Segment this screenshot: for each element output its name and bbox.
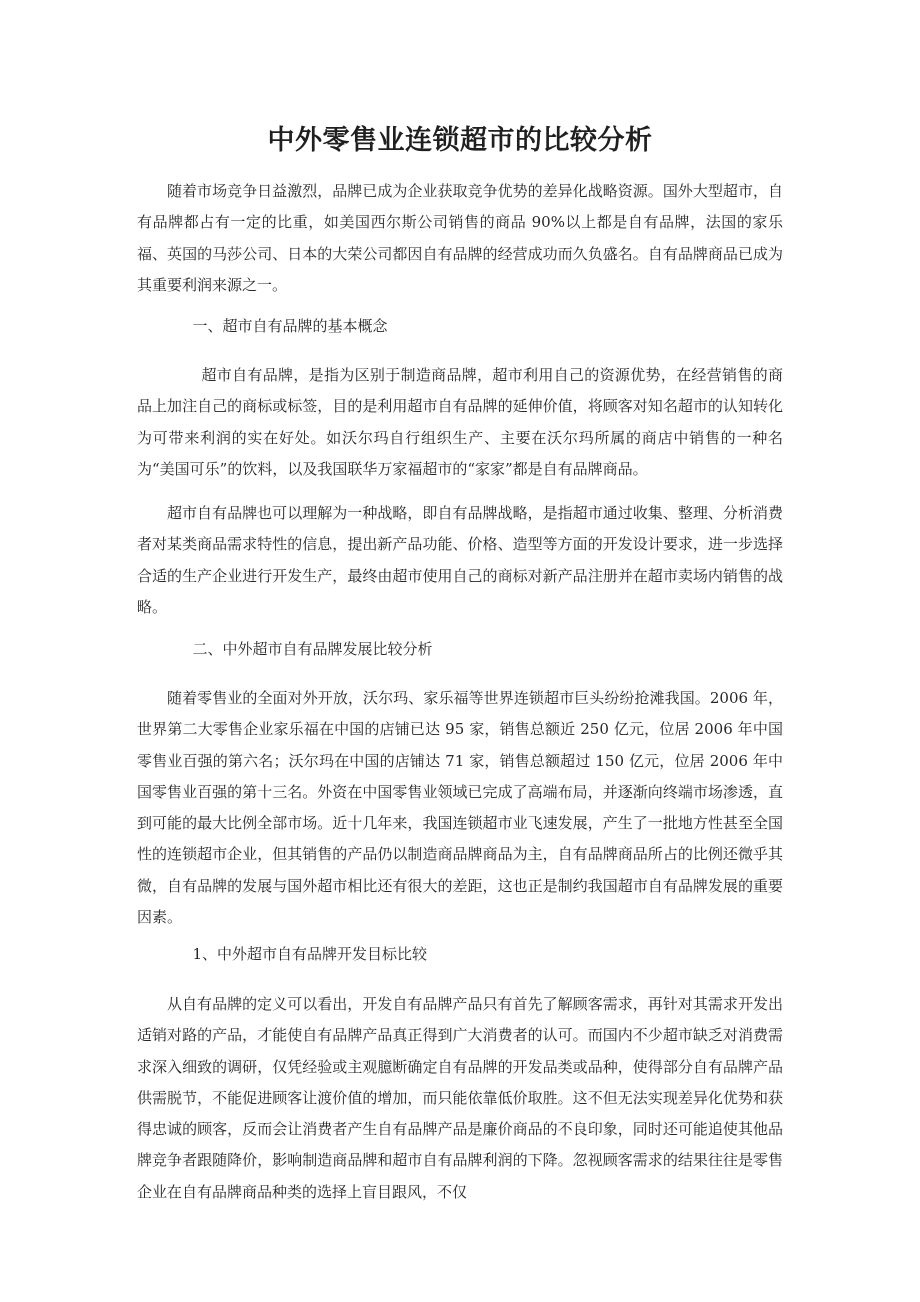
paragraph-strategy: 超市自有品牌也可以理解为一种战略，即自有品牌战略，是指超市通过收集、整理、分析消费者对某类商品需求特性的信息，提出新产品功能、价格、造型等方面的开发设计要求，进一步选择合适的生产企业进行开发生产，最终由超市使用自己的商标对新产品注册并在超市卖场内销售的战略。 <box>137 504 783 616</box>
paragraph-intro: 随着市场竞争日益激烈，品牌已成为企业获取竞争优势的差异化战略资源。国外大型超市，自有品牌都占有一定的比重，如美国西尔斯公司销售的商品 90%以上都是自有品牌，法国的家乐福、英国的马莎公司、日本的大荣公司都因自有品牌的经营成功而久负盛名。自有品牌商品已成为其重要利润来源之一。 <box>137 182 783 294</box>
document-title: 中外零售业连锁超市的比较分析 <box>267 125 653 156</box>
section-heading-comparison: 二、中外超市自有品牌发展比较分析 <box>192 640 433 658</box>
paragraph-concept: 超市自有品牌，是指为区别于制造商品牌，超市利用自己的资源优势，在经营销售的商品上加注自己的商标或标签，目的是利用超市自有品牌的延伸价值，将顾客对知名超市的认知转化为可带来利润的实在好处。如沃尔玛自行组织生产、主要在沃尔玛所属的商店中销售的一种名为“美国可乐”的饮料，以及我国联华万家福超市的“家家”都是自有品牌商品。 <box>137 366 783 478</box>
paragraph-target: 从自有品牌的定义可以看出，开发自有品牌产品只有首先了解顾客需求，再针对其需求开发出适销对路的产品，才能使自有品牌产品真正得到广大消费者的认可。而国内不少超市缺乏对消费需求深入细致的调研，仅凭经验或主观臆断确定自有品牌的开发品类或品种，使得部分自有品牌产品供需脱节，不能促进顾客让渡价值的增加，而只能依靠低价取胜。这不但无法实现差异化优势和获得忠诚的顾客，反而会让消费者产生自有品牌产品是廉价商品的不良印象，同时还可能追使其他品牌竞争者跟随降价，影响制造商品牌和超市自有品牌利润的下降。忽视顾客需求的结果往往是零售企业在自有品牌商品种类的选择上盲目跟风，不仅 <box>137 995 783 1201</box>
section-heading-basic-concept: 一、超市自有品牌的基本概念 <box>192 317 388 335</box>
paragraph-development: 随着零售业的全面对外开放，沃尔玛、家乐福等世界连锁超市巨头纷纷抢滩我国。2006 年，世界第二大零售企业家乐福在中国的店铺已达 95 家，销售总额近 250 亿元，位居 2006 年中国零售业百强的第六名；沃尔玛在中国的店铺达 71 家，销售总额超过 150 亿元，位居 2006 年中国零售业百强的第十三名。外资在中国零售业领域已完成了高端布局，并逐渐向终端市场渗透，直到可能的最大比例全部市场。近十几年来，我国连锁超市业飞速发展，产生了一批地方性甚至全国性的连锁超市企业，但其销售的产品仍以制造商品牌商品为主，自有品牌商品所占的比例还微乎其微，自有品牌的发展与国外超市相比还有很大的差距，这也正是制约我国超市自有品牌发展的重要因素。 <box>137 689 783 927</box>
subsection-heading-target: 1、中外超市自有品牌开发目标比较 <box>192 945 428 963</box>
